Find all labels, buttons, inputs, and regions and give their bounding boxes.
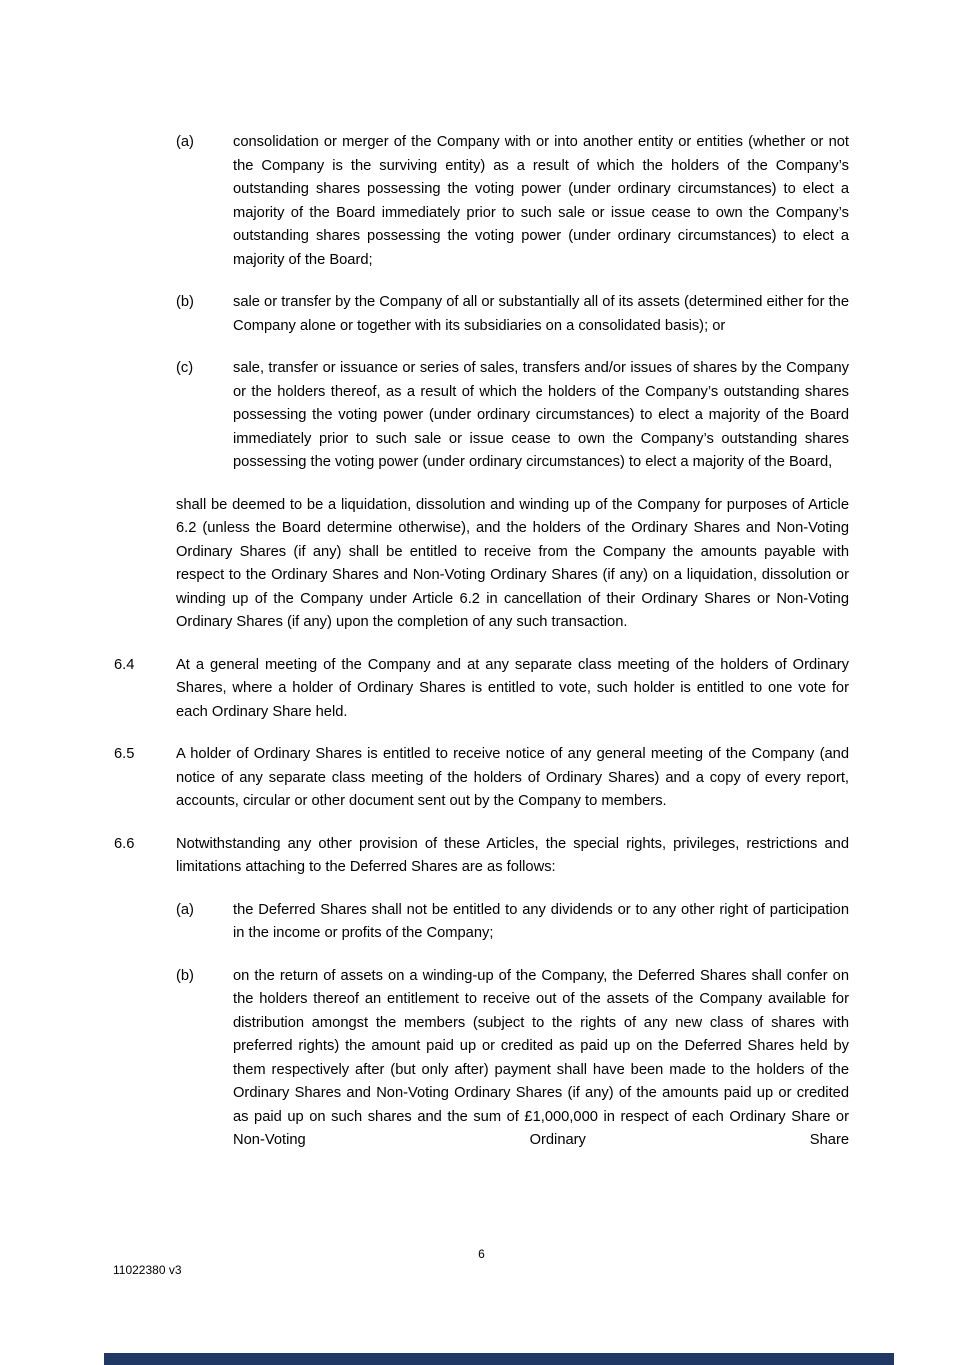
subclause-b-text: sale or transfer by the Company of all or substantially all of its assets (determined either for the Company alone or together with its subsidiaries on a consolidated basis); or bbox=[233, 294, 849, 334]
deferred-subclause-a bbox=[114, 899, 849, 946]
continuation-paragraph bbox=[114, 494, 849, 635]
subclause-c bbox=[114, 357, 849, 475]
subclause-a-label: (a) bbox=[176, 134, 194, 150]
page-number: 6 bbox=[478, 1247, 485, 1261]
article-6-4-number: 6.4 bbox=[114, 656, 135, 673]
document-body bbox=[114, 131, 849, 1172]
article-6-5-text: A holder of Ordinary Shares is entitled to receive notice of any general meeting of the Company (and notice of any separate class meeting of the holders of Ordinary Shares) and a copy of every report, accounts, circular or other document sent out by the Company to members. bbox=[176, 746, 849, 809]
article-6-4-text: At a general meeting of the Company and at any separate class meeting of the holders of Ordinary Shares, where a holder of Ordinary Shares is entitled to vote, such holder is entitled to one vote for each Ordinary Share held. bbox=[176, 656, 849, 720]
article-6-5-number: 6.5 bbox=[114, 746, 135, 762]
article-6-6 bbox=[114, 833, 849, 880]
page-bottom-bar bbox=[104, 1353, 894, 1365]
subclause-b-label: (b) bbox=[176, 294, 194, 310]
deferred-subclause-b-text: on the return of assets on a winding-up of the Company, the Deferred Shares shall confer on the holders thereof an entitlement to receive out of the assets of the Company available for distribution amongst the members (subject to the rights of any new class of shares with preferred rights) the amount paid up or credited as paid up on the Deferred Shares held by them respectively after (but only after) payment shall have been made to the holders of the Ordinary Shares and Non-Voting Ordinary Shares (if any) of the amounts paid up or credited as paid up on such shares and the sum of £1,000,000 in respect of each Ordinary Share or Non-Voting Ordinary Share bbox=[233, 967, 849, 1148]
deferred-subclause-b bbox=[114, 965, 849, 1153]
article-6-6-number: 6.6 bbox=[114, 835, 135, 852]
article-6-6-text: Notwithstanding any other provision of these Articles, the special rights, privileges, restrictions and limitations attaching to the Deferred Shares are as follows: bbox=[176, 835, 849, 875]
subclause-a-text: consolidation or merger of the Company with or into another entity or entities (whether or not the Company is the surviving entity) as a result of which the holders of the Company’s outstanding shares possessing the voting power (under ordinary circumstances) to elect a majority of the Board immediately prior to such sale or issue cease to own the Company’s outstanding shares possessing the voting power (under ordinary circumstances) to elect a majority of the Board; bbox=[233, 134, 849, 268]
continuation-paragraph-text: shall be deemed to be a liquidation, dissolution and winding up of the Company for purposes of Article 6.2 (unless the Board determine otherwise), and the holders of the Ordinary Shares and Non-Voting Ordinary Shares (if any) shall be entitled to receive from the Company the amounts payable with respect to the Ordinary Shares and Non-Voting Ordinary Shares (if any) on a liquidation, dissolution or winding up of the Company under Article 6.2 in cancellation of their Ordinary Shares or Non-Voting Ordinary Shares (if any) upon the completion of any such transaction. bbox=[176, 496, 849, 630]
subclause-c-label: (c) bbox=[176, 360, 194, 376]
article-6-5 bbox=[114, 743, 849, 814]
deferred-subclause-b-label: (b) bbox=[176, 967, 194, 984]
deferred-subclause-a-label: (a) bbox=[176, 901, 194, 918]
deferred-subclause-a-text: the Deferred Shares shall not be entitled to any dividends or to any other right of participation in the income or profits of the Company; bbox=[233, 901, 849, 941]
subclause-a bbox=[114, 131, 849, 272]
subclause-c-text: sale, transfer or issuance or series of sales, transfers and/or issues of shares by the Company or the holders thereof, as a result of which the holders of the Company’s outstanding shares possessing the voting power (under ordinary circumstances) to elect a majority of the Board immediately prior to such sale or issue cease to own the Company’s outstanding shares possessing the voting power (under ordinary circumstances) to elect a majority of the Board, bbox=[233, 360, 849, 470]
article-6-4 bbox=[114, 654, 849, 725]
subclause-b bbox=[114, 291, 849, 338]
doc-reference: 11022380 v3 bbox=[113, 1263, 182, 1277]
